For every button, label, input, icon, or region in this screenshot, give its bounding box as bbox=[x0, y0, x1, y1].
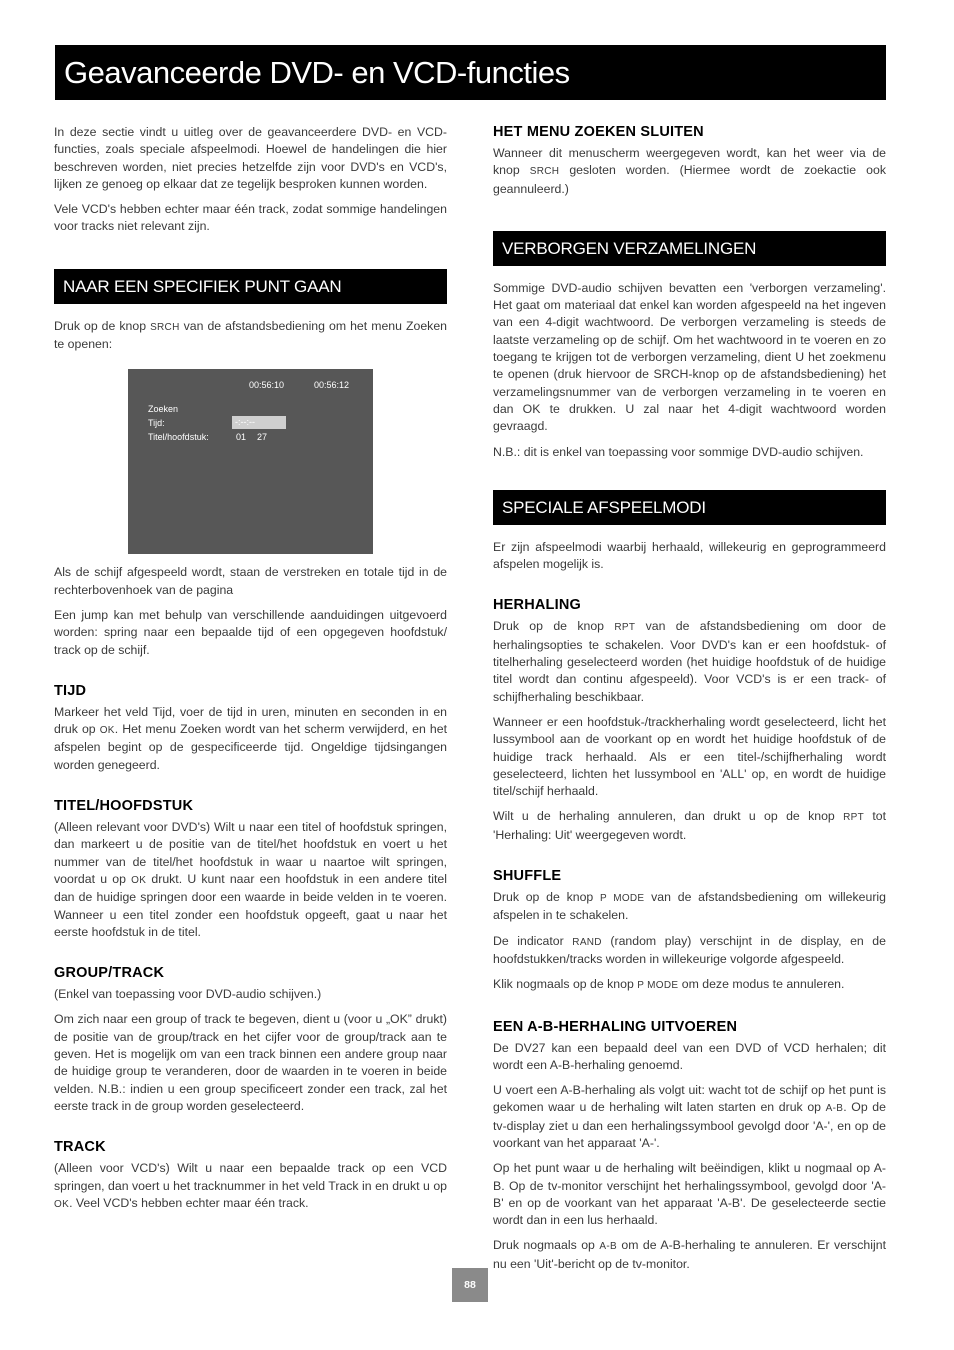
play-modes-paragraph: Er zijn afspeelmodi waarbij herhaald, willekeurig en geprogrammeerd afspelen mogelijk is. bbox=[493, 539, 886, 572]
page-number: 88 bbox=[452, 1268, 488, 1302]
search-menu-instruction: Druk op de knop SRCH van de afstandsbediening om het menu Zoeken te openen: bbox=[54, 318, 447, 352]
rpt-key: RPT bbox=[614, 622, 636, 634]
search-label: Zoeken bbox=[148, 404, 179, 415]
shuffle-paragraph-3: Klik nogmaals op de knop P MODE om deze modus te annuleren. bbox=[493, 977, 845, 992]
heading-shuffle: SHUFFLE bbox=[493, 868, 562, 885]
ok-key: OK bbox=[54, 1198, 70, 1210]
time-label: Tijd: bbox=[148, 418, 165, 429]
rand-indicator: RAND bbox=[572, 936, 602, 948]
hidden-collections-note: N.B.: dit is enkel van toepassing voor sommige DVD-audio schijven. bbox=[493, 444, 864, 459]
herhaling-paragraph-1: Druk op de knop RPT van de afstandsbediening om door de herhalingsopties te schakelen. Voor DVD's kan er een hoofdstuk- of titelherhaling geselecteerd worden (het huidige hoofdstuk of de huidige titel wordt dan continu afgespeeld). Voor VCD's is er een track- of schijfherhaling beschikbaar. bbox=[493, 619, 886, 704]
shuffle-paragraph-2: De indicator RAND (random play) verschijnt in de display, en de hoofdstukken/tracks worden in willekeurige volgorde afgespeeld. bbox=[493, 933, 886, 966]
ab-key: A-B bbox=[825, 1103, 844, 1115]
total-time: 00:56:12 bbox=[314, 380, 350, 391]
section-heading-play-modes: SPECIALE AFSPEELMODI bbox=[493, 490, 886, 525]
srch-key: SRCH bbox=[150, 321, 180, 333]
group-note: (Enkel van toepassing voor DVD-audio schijven.) bbox=[54, 987, 322, 1002]
heading-herhaling: HERHALING bbox=[493, 597, 581, 614]
shuffle-paragraph-1: Druk op de knop P MODE van de afstandsbediening om willekeurig afspelen in te schakelen. bbox=[493, 890, 886, 923]
heading-track: TRACK bbox=[54, 1139, 106, 1156]
elapsed-time: 00:56:10 bbox=[249, 380, 285, 391]
ab-paragraph-2: U voert een A-B-herhaling als volgt uit: wacht tot de schijf op het punt is gekomen waar u de herhaling wilt laten starten en druk op A-B. Op de tv-display ziet u dan een herhalingssymbool gevolgd door 'A-', en op de voorkant van het apparaat 'A-'. bbox=[493, 1083, 886, 1150]
title-value[interactable]: 01 bbox=[236, 432, 247, 443]
heading-group-track: GROUP/TRACK bbox=[54, 965, 165, 982]
left-column bbox=[54, 124, 447, 1221]
page-title: Geavanceerde DVD- en VCD-functies bbox=[55, 45, 886, 100]
ab-paragraph-4: Druk nogmaals op A-B om de A-B-herhaling te annuleren. Er verschijnt nu een 'Uit'-bericht op de tv-monitor. bbox=[493, 1238, 886, 1271]
herhaling-paragraph-2: Wanneer er een hoofdstuk-/trackherhaling wordt geselecteerd, licht het lussymbool aan de voorkant op en wordt het huidige hoofdstuk of de huidige track herhaald. Als er een titel-/schijfherhaling wordt geselecteerd, lichten het lussymbool en 'ALL' op, en wordt de huidige titel/schijf herhaald. bbox=[493, 714, 886, 799]
ok-key: OK bbox=[131, 874, 147, 886]
search-menu-screen bbox=[128, 369, 373, 554]
herhaling-paragraph-3: Wilt u de herhaling annuleren, dan drukt u op de knop RPT tot 'Herhaling: Uit' weergegeven wordt. bbox=[493, 809, 886, 842]
elapsed-time-note: Als de schijf afgespeeld wordt, staan de verstreken en totale tijd in de rechterbovenhoek van de pagina bbox=[54, 565, 447, 597]
ok-key: OK bbox=[99, 725, 115, 737]
section-heading-hidden-collections: VERBORGEN VERZAMELINGEN bbox=[493, 231, 886, 266]
right-column bbox=[493, 124, 886, 1281]
intro-paragraph-1: In deze sectie vindt u uitleg over de geavanceerdere DVD- en VCD-functies, zoals speciale afspeelmodi. Hoewel de handelingen die hier beschreven worden, niet precies hetzelfde zijn voor DVD's en VCD's, lijken ze genoeg op elkaar dat ze tegelijk besproken kunnen worden. bbox=[54, 125, 447, 191]
tijd-paragraph: Markeer het veld Tijd, voer de tijd in uren, minuten en seconden in en druk op OK. Het menu Zoeken wordt van het scherm verwijderd, en het afspelen begint op de gespecificeerde tijd. Ongeldige tijdsingangen worden genegeerd. bbox=[54, 704, 447, 772]
heading-titel-hoofdstuk: TITEL/HOOFDSTUK bbox=[54, 798, 194, 815]
group-paragraph: Om zich naar een group of track te begeven, dient u (voor u „OK” drukt) de positie van de group/track en het cijfer voor de group/track aan te geven. Het is mogelijk om van een track binnen een andere group naar de huidige group te veranderen, door de waarden in te voeren in beide velden. N.B.: indien u een group specificeert zonder een track, zal het eerste track in de group worden geselecteerd. bbox=[54, 1012, 447, 1113]
track-paragraph: (Alleen voor VCD's) Wilt u naar een bepaalde track op een VCD springen, dan voert u het tracknummer in het veld Track in en drukt u op OK. Veel VCD's hebben echter maar één track. bbox=[54, 1161, 447, 1210]
jump-note: Een jump kan met behulp van verschillende aanduidingen uitgevoerd worden: spring naar een bepaalde tijd of een opgegeven hoofdstuk/ track op de schijf. bbox=[54, 607, 447, 657]
time-input-field[interactable]: -:--:-- bbox=[232, 416, 286, 429]
p-mode-key: P MODE bbox=[637, 980, 679, 992]
heading-menu-sluiten: HET MENU ZOEKEN SLUITEN bbox=[493, 124, 704, 140]
chapter-value[interactable]: 27 bbox=[257, 432, 268, 443]
sluiten-paragraph: Wanneer dit menuscherm weergegeven wordt, kan het weer via de knop SRCH gesloten worden. (Hiermee wordt de zoekactie ook geannuleerd.) bbox=[493, 146, 886, 196]
title-chapter-label: Titel/hoofdstuk: bbox=[148, 432, 209, 443]
heading-tijd: TIJD bbox=[54, 682, 87, 699]
hidden-collections-paragraph: Sommige DVD-audio schijven bevatten een 'verborgen verzameling'. Het gaat om materiaal dat enkel kan worden afgespeeld na het ingeven van een 4-digit wachtwoord. De verborgen verzameling is steeds de laatste verzameling op de schijf. Om het wachtwoord in te voeren en zo toegang te krijgen tot de verborgen verzameling, dient U het zoekmenu te openen (druk hiervoor de SRCH-knop op de afstandsbediening) het verzamelingsnummer van de verborgen verzameling in te voeren en dan OK te drukken. U zal naar het 4-digit wachtwoord worden gevraagd. bbox=[493, 280, 886, 434]
ab-paragraph-1: De DV27 kan een bepaald deel van een DVD of VCD herhalen; dit wordt een A-B-herhaling genoemd. bbox=[493, 1040, 886, 1072]
section-heading-specific-point: NAAR EEN SPECIFIEK PUNT GAAN bbox=[54, 269, 447, 304]
ab-paragraph-3: Op het punt waar u de herhaling wilt beëindigen, klikt u nogmaal op A-B. Op de tv-monitor verschijnt het herhalingssymbool, gevolgd door 'A-B' en op de voorkant van het apparaat 'A-B'. De geselecteerde sectie wordt dan in een lus herhaald. bbox=[493, 1161, 886, 1228]
ab-key: A-B bbox=[599, 1241, 617, 1253]
intro-paragraph-2: Vele VCD's hebben echter maar één track, zodat sommige handelingen voor tracks niet relevant zijn. bbox=[54, 202, 447, 234]
srch-key: SRCH bbox=[529, 166, 560, 178]
p-mode-key: P MODE bbox=[600, 893, 645, 905]
heading-ab-repeat: EEN A-B-HERHALING UITVOEREN bbox=[493, 1018, 738, 1035]
titel-paragraph: (Alleen relevant voor DVD's) Wilt u naar een titel of hoofdstuk springen, dan markeert u de positie van de titel/het hoofdstuk en voert u het nummer van de titel/het hoofdstuk in waar u naartoe wilt springen, voordat u op OK drukt. U kunt naar een hoofdstuk in een andere titel dan de huidige springen door een waarde in beide velden in te voeren. Wanneer u een titel zonder een hoofdstuk opgeeft, gaat u naar het eerste hoofdstuk in de titel. bbox=[54, 820, 447, 939]
rpt-key: RPT bbox=[843, 812, 864, 824]
